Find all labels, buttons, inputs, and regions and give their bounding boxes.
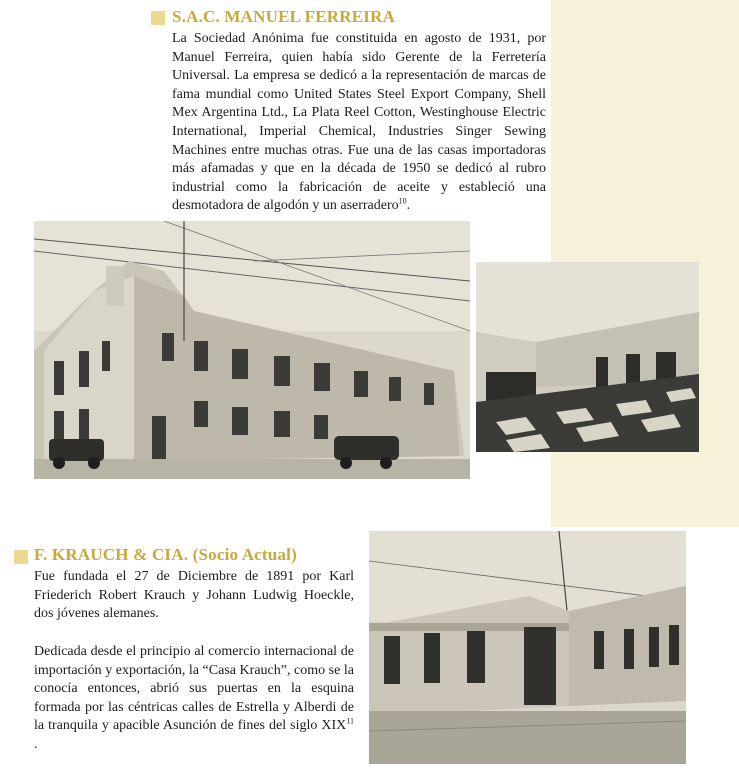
section2-body1: Fue fundada el 27 de Diciembre de 1891 por Karl Friederich Robert Krauch y Johann Ludwig Hoeckle, dos jóvenes alemanes. <box>34 569 354 622</box>
section1-body-text: La Sociedad Anónima fue constituida en agosto de 1931, por Manuel Ferreira, quien había sido Gerente de la Ferretería Universal. La empresa se dedicó a la representación de marcas de fama mundial como United States Steel Export Company, Shell Mex Argentina Ltd., La Plata Reel Cotton, Westinghouse Electric International, Imperial Chemical, Industries Singer Sewing Machines entre muchas otras. Fue una de las casas importadoras más afamadas y que en la década de 1950 se dedicó al rubro industrial como la fabricación de aceite y estableció una desmotadora de algodón y un aserradero <box>172 31 546 214</box>
krauch-building-photo <box>369 531 686 764</box>
section2-body2-text: Dedicada desde el principio al comercio internacional de importación y exportación, la “Casa Krauch”, como se la conocía entonces, abrió sus puertas en la esquina formada por las céntricas calles de Estrella y Alberdi de la tranquila y apacible Asunción de fines del siglo XIX <box>34 644 354 734</box>
ferreira-interior-photo <box>476 262 699 452</box>
ferreira-building-photo <box>34 221 470 479</box>
section2-title: F. KRAUCH & CIA. (Socio Actual) <box>34 545 297 564</box>
heading-bullet <box>14 550 28 564</box>
section2-tail: . <box>34 736 38 752</box>
footnote-ref-10: 10 <box>398 196 407 206</box>
section2-body2 <box>34 643 354 755</box>
heading-bullet <box>151 11 165 25</box>
section1-body: La Sociedad Anónima fue constituida en agosto de 1931, por Manuel Ferreira, quien había sido Gerente de la Ferretería Universal. La empresa se dedicó a la representación de marcas de fama mundial como United States Steel Export Company, Shell Mex Argentina Ltd., La Plata Reel Cotton, Westinghouse Electric International, Imperial Chemical, Industries Singer Sewing Machines entre muchas otras. Fue una de las casas importadoras más afamadas y que en la década de 1950 se dedicó al rubro industrial como la fabricación de aceite y estableció una desmotadora de algodón y un aserradero$^{10}$. <box>172 31 546 214</box>
section1-title: S.A.C. MANUEL FERREIRA <box>172 7 396 26</box>
footnote-ref-11: 11 <box>346 716 354 726</box>
